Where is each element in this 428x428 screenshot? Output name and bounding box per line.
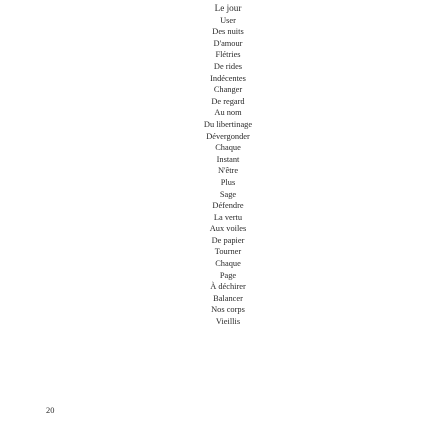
poem-line: Chaque (215, 143, 241, 153)
poem-line: Au nom (214, 108, 242, 118)
poem-line: Dévergonder (206, 131, 250, 141)
poem-line: Du libertinage (203, 119, 253, 129)
poem-line: À déchirer (210, 282, 246, 292)
poem-line: Tourner (214, 247, 242, 257)
poem-line: Le jour (214, 3, 242, 13)
poem-line: N'être (217, 166, 239, 176)
poem-line: De papier (211, 235, 245, 245)
poem-line: Flétries (215, 50, 241, 60)
poem-line: Plus (220, 177, 236, 187)
poem-line: User (220, 15, 236, 25)
poem-line: Instant (216, 154, 240, 164)
poem-line: Page (219, 270, 237, 280)
poem-line: De rides (213, 61, 243, 71)
page-number: 20 (46, 406, 55, 415)
poem-line: Changer (213, 85, 243, 95)
poem-line: La vertu (213, 212, 243, 222)
poem-line: De regard (211, 96, 245, 106)
poem-line: D'amour (213, 38, 243, 48)
poem-line: Vieillis (215, 317, 241, 327)
poem-line: Sage (219, 189, 237, 199)
poem-line: Indécentes (210, 73, 246, 83)
poem-line: Aux voiles (209, 224, 247, 234)
poem (0, 3, 428, 328)
poem-line: Balancer (213, 293, 243, 303)
poem-line: Défendre (212, 201, 244, 211)
poem-line: Chaque (215, 259, 241, 269)
poem-line: Des nuits (212, 27, 244, 37)
poem-line: Nos corps (211, 305, 245, 315)
